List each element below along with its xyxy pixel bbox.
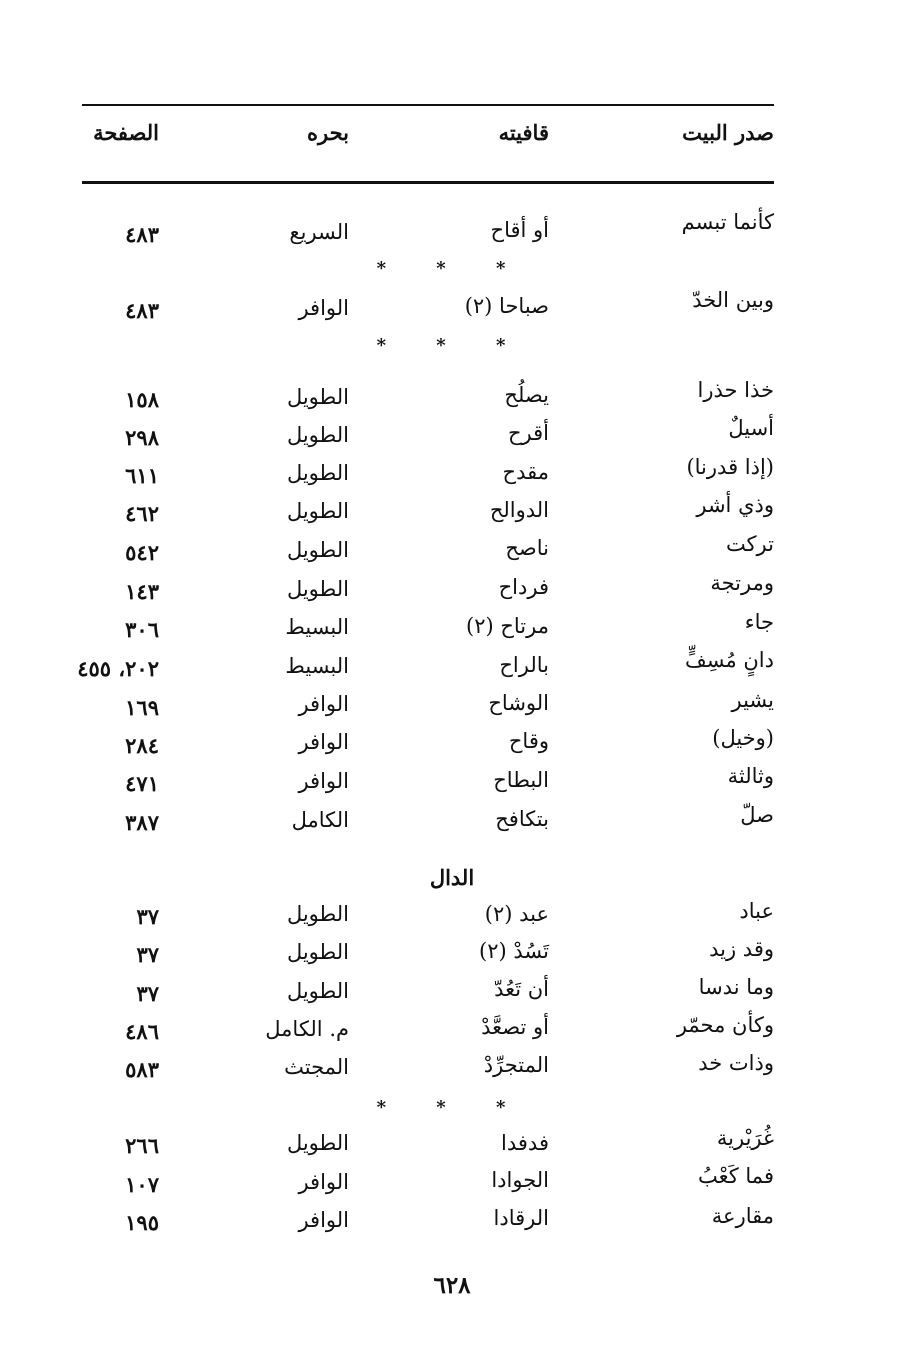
header-page: الصفحة bbox=[93, 120, 159, 145]
row-first-hemistich: فما كَعْبُ bbox=[697, 1164, 774, 1188]
separator-stars: * * * bbox=[376, 258, 528, 279]
row-meter: الوافر bbox=[298, 730, 349, 754]
row-meter: الكامل bbox=[291, 808, 349, 832]
row-rhyme: الرقادا bbox=[493, 1206, 549, 1230]
row-first-hemistich: جاء bbox=[744, 610, 774, 634]
row-rhyme: الوشاح bbox=[488, 691, 549, 715]
row-rhyme: تَسُدْ (٢) bbox=[479, 939, 549, 963]
row-page: ٥٨٣ bbox=[125, 1057, 159, 1082]
row-first-hemistich: ومرتجة bbox=[710, 571, 774, 595]
row-meter: الطويل bbox=[286, 902, 349, 926]
row-meter: الطويل bbox=[286, 577, 349, 601]
row-meter: الوافر bbox=[298, 1208, 349, 1232]
row-meter: الوافر bbox=[298, 769, 349, 793]
row-meter: المجتث bbox=[284, 1055, 349, 1079]
row-page: ١٠٧ bbox=[125, 1172, 159, 1197]
row-page: ١٦٩ bbox=[125, 695, 159, 720]
row-page: ٢٨٤ bbox=[125, 733, 159, 758]
row-rhyme: وقاح bbox=[508, 729, 549, 753]
page-number: ٦٢٨ bbox=[433, 1272, 471, 1299]
row-first-hemistich: مقارعة bbox=[711, 1204, 774, 1228]
row-meter: الطويل bbox=[286, 423, 349, 447]
row-rhyme: مقدح bbox=[502, 460, 549, 484]
section-title-dal: الدال bbox=[429, 865, 475, 890]
row-page: ٤٨٣ bbox=[125, 298, 159, 323]
row-first-hemistich: وما ندسا bbox=[698, 975, 774, 999]
row-meter: الطويل bbox=[286, 979, 349, 1003]
row-first-hemistich: وقد زيد bbox=[709, 937, 774, 961]
row-rhyme: يصلُح bbox=[504, 383, 549, 407]
row-rhyme: فرداح bbox=[498, 575, 549, 599]
row-rhyme: البطاح bbox=[493, 768, 549, 792]
row-meter: الطويل bbox=[286, 940, 349, 964]
row-meter: البسيط bbox=[285, 654, 349, 678]
row-meter: الطويل bbox=[286, 538, 349, 562]
row-meter: الوافر bbox=[298, 692, 349, 716]
row-meter: الوافر bbox=[298, 1170, 349, 1194]
row-page: ٢٠٢، ٤٥٥ bbox=[77, 656, 159, 681]
row-rhyme: الدوالح bbox=[489, 498, 549, 522]
row-first-hemistich: وذات خد bbox=[698, 1051, 774, 1075]
row-meter: الطويل bbox=[286, 385, 349, 409]
row-rhyme: الجوادا bbox=[491, 1168, 549, 1192]
separator-stars: * * * bbox=[376, 1097, 528, 1118]
separator-stars: * * * bbox=[376, 335, 528, 356]
row-first-hemistich: تركت bbox=[725, 532, 774, 556]
row-meter: البسيط bbox=[285, 615, 349, 639]
row-page: ٤٧١ bbox=[125, 771, 159, 796]
row-rhyme: أن تَعُدّ bbox=[494, 977, 549, 1001]
row-rhyme: ناصح bbox=[505, 536, 549, 560]
row-first-hemistich: خذا حذرا bbox=[697, 378, 774, 402]
row-rhyme: فدفدا bbox=[501, 1131, 549, 1155]
row-rhyme: بتكافح bbox=[495, 807, 549, 831]
row-page: ٣٧ bbox=[136, 904, 159, 929]
row-first-hemistich: كأنما تبسم bbox=[681, 210, 774, 234]
row-rhyme: بالراح bbox=[499, 653, 549, 677]
row-rhyme: أو تصعَّدْ bbox=[481, 1015, 549, 1039]
header-first-hemistich: صدر البيت bbox=[682, 120, 774, 145]
row-page: ١٥٨ bbox=[125, 387, 159, 412]
row-first-hemistich: وبين الخدّ bbox=[692, 288, 774, 312]
row-meter: الطويل bbox=[286, 1131, 349, 1155]
row-page: ٤٨٣ bbox=[125, 222, 159, 247]
row-meter: م. الكامل bbox=[265, 1017, 349, 1041]
top-rule bbox=[82, 104, 774, 106]
row-rhyme: أو أقاح bbox=[490, 218, 549, 242]
row-meter: الطويل bbox=[286, 461, 349, 485]
row-page: ٤٨٦ bbox=[125, 1019, 159, 1044]
row-page: ٣٠٦ bbox=[125, 617, 159, 642]
row-first-hemistich: يشير bbox=[731, 688, 774, 712]
row-page: ٣٨٧ bbox=[125, 810, 159, 835]
row-meter: الوافر bbox=[298, 296, 349, 320]
row-first-hemistich: أسيلٌ bbox=[728, 416, 774, 440]
row-page: ٢٦٦ bbox=[125, 1133, 159, 1158]
row-page: ٣٧ bbox=[136, 942, 159, 967]
row-page: ٣٧ bbox=[136, 981, 159, 1006]
row-page: ٤٦٢ bbox=[125, 501, 159, 526]
row-rhyme: عبد (٢) bbox=[484, 902, 549, 926]
row-rhyme: مرتاح (٢) bbox=[466, 614, 549, 638]
row-page: ٥٤٢ bbox=[125, 540, 159, 565]
row-first-hemistich: عباد bbox=[739, 899, 774, 923]
row-first-hemistich: صلّ bbox=[740, 803, 774, 827]
header-rule bbox=[82, 181, 774, 184]
row-first-hemistich: وكأن محمّر bbox=[676, 1013, 774, 1037]
header-rhyme: قافيته bbox=[498, 120, 549, 145]
header-meter: بحره bbox=[307, 120, 349, 145]
row-page: ١٩٥ bbox=[125, 1210, 159, 1235]
row-meter: السريع bbox=[289, 220, 349, 244]
row-page: ١٤٣ bbox=[125, 579, 159, 604]
row-first-hemistich: وذي أشر bbox=[696, 493, 774, 517]
row-first-hemistich: (وخيل) bbox=[712, 726, 774, 750]
row-page: ٦١١ bbox=[125, 463, 159, 488]
row-rhyme: صباحا (٢) bbox=[464, 294, 549, 318]
row-rhyme: المتجرِّدْ bbox=[483, 1053, 549, 1077]
row-first-hemistich: وثالثة bbox=[727, 764, 774, 788]
row-first-hemistich: دانٍ مُسِفٍّ bbox=[684, 648, 774, 672]
row-page: ٢٩٨ bbox=[125, 425, 159, 450]
row-meter: الطويل bbox=[286, 499, 349, 523]
row-rhyme: أقرح bbox=[507, 421, 549, 445]
row-first-hemistich: غُرَيْرية bbox=[716, 1126, 774, 1150]
row-first-hemistich: (إذا قدرنا) bbox=[686, 455, 774, 479]
